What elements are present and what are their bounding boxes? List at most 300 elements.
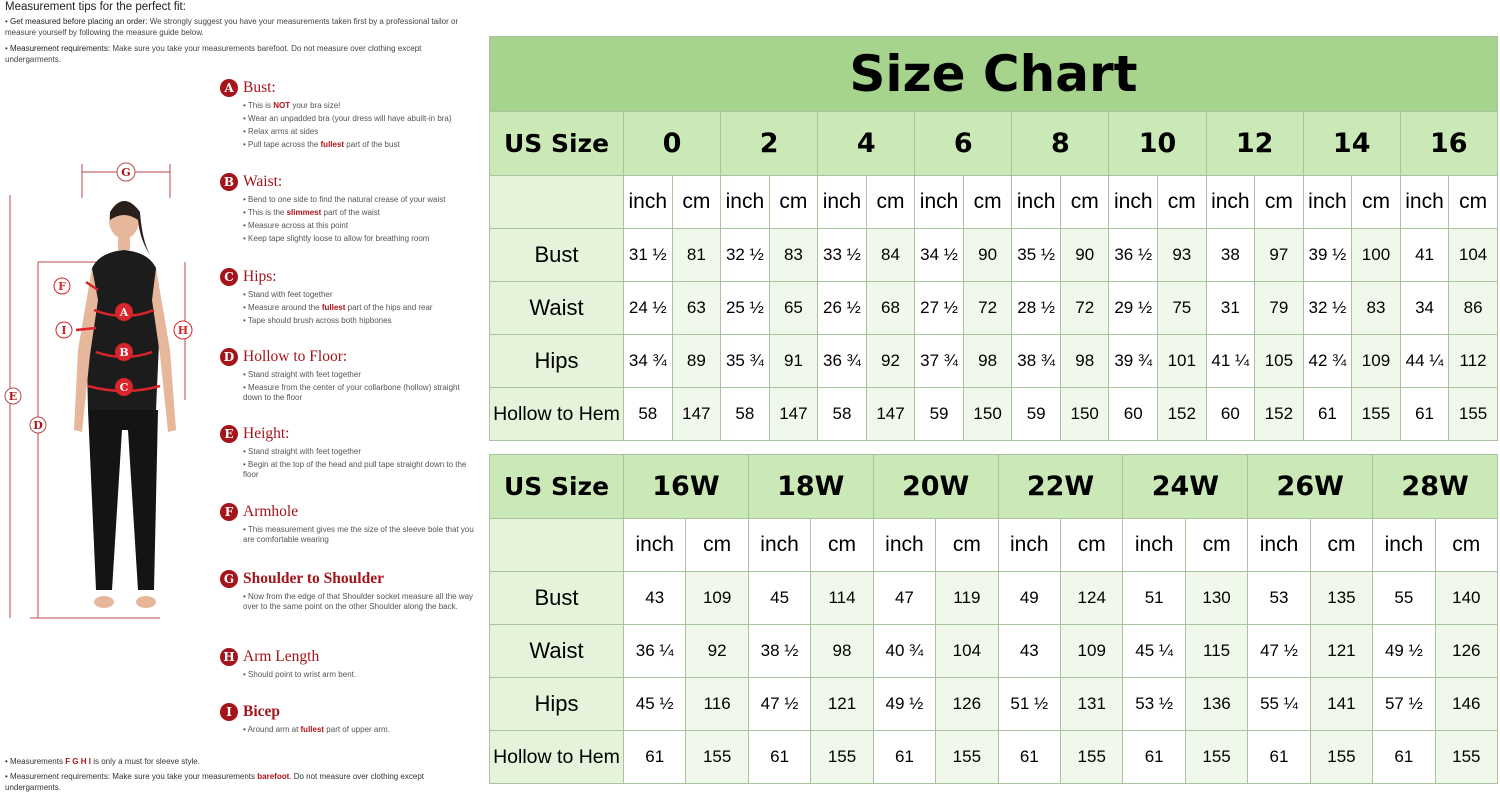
table-cell: 45 <box>748 572 810 625</box>
table-cell: 97 <box>1255 229 1304 282</box>
table-cell: 116 <box>686 678 748 731</box>
unit-inch: inch <box>1206 176 1255 229</box>
table-cell: 91 <box>769 335 818 388</box>
table-cell: 60 <box>1109 388 1158 441</box>
bullet-dot: • <box>243 383 249 392</box>
bullet-text: This measurement gives me the size of the sleeve bole that you are comfortable wearing <box>243 525 474 544</box>
size-header: 4 <box>818 112 915 176</box>
unit-cm: cm <box>686 519 748 572</box>
unit-inch: inch <box>1400 176 1449 229</box>
table-cell: 124 <box>1061 572 1123 625</box>
table-cell: 146 <box>1435 678 1497 731</box>
section-bullet <box>243 221 480 231</box>
table-cell: 109 <box>686 572 748 625</box>
table-cell: 147 <box>866 388 915 441</box>
size-chart-table-2 <box>489 454 1498 784</box>
table-cell: 72 <box>1060 282 1109 335</box>
size-header: 18W <box>748 455 873 519</box>
bullet-dot: • <box>243 316 248 325</box>
unit-cm: cm <box>1060 176 1109 229</box>
table-cell: 89 <box>672 335 721 388</box>
unit-inch: inch <box>748 519 810 572</box>
section-bullet <box>243 290 480 300</box>
table-cell: 59 <box>1012 388 1061 441</box>
table-cell: 28 ½ <box>1012 282 1061 335</box>
unit-inch: inch <box>1248 519 1310 572</box>
bullet-text: Wear an unpadded bra (your dress will have abuilt-in bra) <box>248 114 452 123</box>
table-cell: 98 <box>963 335 1012 388</box>
table-cell: 41 ¼ <box>1206 335 1255 388</box>
row-label: Hollow to Hem <box>490 731 624 784</box>
table-cell: 136 <box>1185 678 1247 731</box>
table-cell: 34 ¾ <box>624 335 673 388</box>
table-cell: 150 <box>963 388 1012 441</box>
bullet-dot: • <box>243 447 249 456</box>
table-cell: 61 <box>748 731 810 784</box>
section-header <box>220 702 480 722</box>
bullet-dot: • <box>243 140 249 149</box>
emphasis-text: NOT <box>273 101 291 110</box>
measurement-row <box>490 335 1498 388</box>
unit-cm: cm <box>1352 176 1401 229</box>
unit-cm: cm <box>811 519 873 572</box>
body-figure-illustration <box>0 150 215 630</box>
table-cell: 135 <box>1310 572 1372 625</box>
size-header: 0 <box>624 112 721 176</box>
bullet-dot: • <box>243 101 248 110</box>
unit-inch: inch <box>873 519 935 572</box>
section-bullet <box>243 234 480 244</box>
tips-title: Measurement tips for the perfect fit: <box>5 1 186 13</box>
table-cell: 61 <box>1248 731 1310 784</box>
section-letter-badge: I <box>220 703 238 721</box>
table-cell: 109 <box>1061 625 1123 678</box>
table-cell: 90 <box>1060 229 1109 282</box>
measurement-row <box>490 678 1498 731</box>
measurement-row <box>490 388 1498 441</box>
title-row <box>490 37 1498 112</box>
size-header: 20W <box>873 455 998 519</box>
size-header: 6 <box>915 112 1012 176</box>
chart-title: Size Chart <box>490 37 1498 112</box>
table-cell: 126 <box>1435 625 1497 678</box>
section-header <box>220 569 480 589</box>
section-bullet <box>243 383 480 403</box>
bullet-dot: • <box>243 370 249 379</box>
unit-inch: inch <box>1373 519 1435 572</box>
table-cell: 83 <box>1352 282 1401 335</box>
table-cell: 104 <box>1449 229 1498 282</box>
section-header <box>220 502 480 522</box>
bullet-text: Pull tape across the fullest part of the bust <box>248 140 400 149</box>
table-cell: 58 <box>721 388 770 441</box>
table-cell: 61 <box>1373 731 1435 784</box>
row-label: Bust <box>490 572 624 625</box>
table-cell: 55 ¼ <box>1248 678 1310 731</box>
table-cell: 47 <box>873 572 935 625</box>
emphasis-text: slimmest <box>286 208 322 217</box>
table-cell: 34 ½ <box>915 229 964 282</box>
section-letter-badge: D <box>220 348 238 366</box>
section-bullet <box>243 447 480 457</box>
size-header: 24W <box>1123 455 1248 519</box>
measurement-row <box>490 282 1498 335</box>
section-letter-badge: H <box>220 648 238 666</box>
bullet-dot: • <box>243 670 249 679</box>
section-e <box>220 424 480 480</box>
section-bullet <box>243 101 480 111</box>
table-cell: 101 <box>1158 335 1207 388</box>
section-bullet <box>243 114 480 124</box>
section-bullet <box>243 316 480 326</box>
size-header: 10 <box>1109 112 1206 176</box>
table-cell: 98 <box>811 625 873 678</box>
table-cell: 63 <box>672 282 721 335</box>
table-cell: 36 ½ <box>1109 229 1158 282</box>
table-cell: 31 <box>1206 282 1255 335</box>
table-cell: 81 <box>672 229 721 282</box>
table-cell: 155 <box>936 731 998 784</box>
table-cell: 57 ½ <box>1373 678 1435 731</box>
table-cell: 104 <box>936 625 998 678</box>
bullet-text: This is the slimmest part of the waist <box>247 208 380 217</box>
table-cell: 61 <box>998 731 1060 784</box>
unit-inch: inch <box>1109 176 1158 229</box>
table-cell: 152 <box>1158 388 1207 441</box>
table-cell: 121 <box>811 678 873 731</box>
table-cell: 42 ¾ <box>1303 335 1352 388</box>
table-cell: 49 ½ <box>1373 625 1435 678</box>
section-header <box>220 647 480 667</box>
bullet-dot: • <box>243 290 249 299</box>
table-cell: 33 ½ <box>818 229 867 282</box>
section-bullet <box>243 195 480 205</box>
section-bullet <box>243 725 480 735</box>
section-f <box>220 502 480 545</box>
unit-inch: inch <box>624 176 673 229</box>
us-size-label: US Size <box>490 455 624 519</box>
bullet-dot: • <box>243 303 249 312</box>
unit-cm: cm <box>866 176 915 229</box>
table-cell: 60 <box>1206 388 1255 441</box>
unit-inch: inch <box>1012 176 1061 229</box>
note-sleeve: • Measurements F G H I is only a must for sleeve style. <box>5 757 200 766</box>
section-d <box>220 347 480 403</box>
table-cell: 25 ½ <box>721 282 770 335</box>
table-cell: 109 <box>1352 335 1401 388</box>
table-cell: 35 ½ <box>1012 229 1061 282</box>
unit-cm: cm <box>1158 176 1207 229</box>
table-cell: 90 <box>963 229 1012 282</box>
table-cell: 75 <box>1158 282 1207 335</box>
table-cell: 61 <box>624 731 686 784</box>
table-cell: 83 <box>769 229 818 282</box>
unit-cm: cm <box>1449 176 1498 229</box>
table-cell: 26 ½ <box>818 282 867 335</box>
table-cell: 37 ¾ <box>915 335 964 388</box>
section-title: Armhole <box>243 503 299 520</box>
section-b <box>220 172 480 244</box>
section-g <box>220 569 480 612</box>
section-letter-badge: E <box>220 425 238 443</box>
table-cell: 155 <box>1310 731 1372 784</box>
table-cell: 100 <box>1352 229 1401 282</box>
bullet-dot: • <box>243 592 249 601</box>
bullet-text: Stand with feet together <box>248 290 333 299</box>
table-cell: 43 <box>998 625 1060 678</box>
table-cell: 58 <box>818 388 867 441</box>
figure-label-c: C <box>119 381 129 394</box>
table-cell: 39 ¾ <box>1109 335 1158 388</box>
table-cell: 65 <box>769 282 818 335</box>
bullet-text: Now from the edge of that Shoulder socket measure all the way over to the same point on the other Shoulder along the back. <box>243 592 474 611</box>
table-cell: 47 ½ <box>748 678 810 731</box>
bullet-dot: • <box>243 525 248 534</box>
emphasis-text: fullest <box>300 725 325 734</box>
table-cell: 51 <box>1123 572 1185 625</box>
section-title: Height: <box>243 425 290 442</box>
row-label: Waist <box>490 282 624 335</box>
table-cell: 36 ¼ <box>624 625 686 678</box>
table-cell: 112 <box>1449 335 1498 388</box>
table-cell: 53 ½ <box>1123 678 1185 731</box>
section-title: Bust: <box>243 79 276 96</box>
table-cell: 126 <box>936 678 998 731</box>
note-barefoot: • Measurement requirements: Make sure you take your measurements barefoot. Do not measure over clothing except undergarments. <box>5 772 425 792</box>
bullet-text: Measure from the center of your collarbone (hollow) straight down to the floor <box>243 383 460 402</box>
table-cell: 105 <box>1255 335 1304 388</box>
blank-cell <box>490 519 624 572</box>
bullet-text: This is NOT your bra size! <box>247 101 341 110</box>
bullet-text: Measure around the fullest part of the hips and rear <box>248 303 433 312</box>
size-chart-table-1 <box>489 36 1498 441</box>
table-cell: 119 <box>936 572 998 625</box>
size-header-row <box>490 112 1498 176</box>
table-cell: 155 <box>811 731 873 784</box>
section-title: Waist: <box>243 173 283 190</box>
section-letter-badge: G <box>220 570 238 588</box>
bullet-text: Stand straight with feet together <box>248 447 361 456</box>
unit-inch: inch <box>721 176 770 229</box>
figure-label-e: E <box>8 390 18 403</box>
unit-inch: inch <box>1123 519 1185 572</box>
table-cell: 155 <box>1435 731 1497 784</box>
measurement-row <box>490 625 1498 678</box>
table-cell: 155 <box>1061 731 1123 784</box>
section-header <box>220 424 480 444</box>
table-cell: 59 <box>915 388 964 441</box>
bullet-text: Stand straight with feet together <box>248 370 361 379</box>
unit-row <box>490 176 1498 229</box>
table-cell: 61 <box>1303 388 1352 441</box>
unit-inch: inch <box>818 176 867 229</box>
bullet-text: Bend to one side to find the natural crease of your waist <box>248 195 446 204</box>
table-cell: 121 <box>1310 625 1372 678</box>
section-title: Hollow to Floor: <box>243 348 348 365</box>
section-bullet <box>243 208 480 218</box>
section-letter-badge: B <box>220 173 238 191</box>
table-cell: 24 ½ <box>624 282 673 335</box>
measurement-row <box>490 572 1498 625</box>
us-size-label: US Size <box>490 112 624 176</box>
section-bullet <box>243 592 480 612</box>
size-header-row <box>490 455 1498 519</box>
figure-label-h: H <box>177 324 189 337</box>
table-cell: 84 <box>866 229 915 282</box>
unit-cm: cm <box>1061 519 1123 572</box>
table-cell: 141 <box>1310 678 1372 731</box>
table-cell: 61 <box>1123 731 1185 784</box>
table-cell: 155 <box>1449 388 1498 441</box>
figure-label-a: A <box>119 306 129 319</box>
table-cell: 43 <box>624 572 686 625</box>
table-cell: 72 <box>963 282 1012 335</box>
table-cell: 36 ¾ <box>818 335 867 388</box>
unit-cm: cm <box>936 519 998 572</box>
row-label: Bust <box>490 229 624 282</box>
unit-inch: inch <box>998 519 1060 572</box>
table-cell: 32 ½ <box>1303 282 1352 335</box>
table-cell: 38 <box>1206 229 1255 282</box>
table-cell: 155 <box>1185 731 1247 784</box>
table-cell: 93 <box>1158 229 1207 282</box>
section-bullet <box>243 303 480 313</box>
section-letter-badge: C <box>220 268 238 286</box>
bullet-text: Measure across at this point <box>248 221 349 230</box>
table-cell: 51 ½ <box>998 678 1060 731</box>
unit-row <box>490 519 1498 572</box>
table-cell: 35 ¾ <box>721 335 770 388</box>
section-bullet <box>243 370 480 380</box>
unit-cm: cm <box>672 176 721 229</box>
row-label: Hips <box>490 678 624 731</box>
table-cell: 98 <box>1060 335 1109 388</box>
figure-label-f: F <box>58 280 66 293</box>
bullet-text: Should point to wrist arm bent. <box>248 670 357 679</box>
table-cell: 140 <box>1435 572 1497 625</box>
table-cell: 131 <box>1061 678 1123 731</box>
unit-cm: cm <box>1255 176 1304 229</box>
size-header: 16W <box>624 455 749 519</box>
table-cell: 45 ¼ <box>1123 625 1185 678</box>
unit-cm: cm <box>1185 519 1247 572</box>
measurement-guide <box>0 0 486 795</box>
figure-label-b: B <box>119 346 129 359</box>
section-a <box>220 78 480 150</box>
bullet-dot: • <box>243 127 249 136</box>
table-cell: 147 <box>672 388 721 441</box>
figure-label-i: I <box>61 324 67 337</box>
section-bullet <box>243 460 480 480</box>
section-bullet <box>243 140 480 150</box>
size-header: 28W <box>1373 455 1498 519</box>
section-header <box>220 172 480 192</box>
bullet-dot: • <box>243 725 248 734</box>
table-cell: 147 <box>769 388 818 441</box>
tip-text: We strongly suggest you have your measurements taken first by a professional tailor or measure yourself by following the measure guide below. <box>5 17 459 37</box>
emphasis-text: fullest <box>321 303 346 312</box>
section-header <box>220 347 480 367</box>
figure-label-g: G <box>121 166 131 179</box>
table-cell: 44 ¼ <box>1400 335 1449 388</box>
section-bullet <box>243 525 480 545</box>
unit-cm: cm <box>769 176 818 229</box>
section-title: Hips: <box>243 268 277 285</box>
section-letter-badge: A <box>220 79 238 97</box>
section-i <box>220 702 480 735</box>
table-cell: 38 ½ <box>748 625 810 678</box>
measurement-row <box>490 731 1498 784</box>
blank-cell <box>490 176 624 229</box>
bullet-text: Keep tape slightly loose to allow for breathing room <box>248 234 430 243</box>
table-cell: 53 <box>1248 572 1310 625</box>
row-label: Waist <box>490 625 624 678</box>
bullet-dot: • <box>243 195 249 204</box>
unit-cm: cm <box>963 176 1012 229</box>
section-header <box>220 78 480 98</box>
bullet-dot: • <box>243 221 249 230</box>
emphasis-text: fullest <box>320 140 345 149</box>
table-cell: 152 <box>1255 388 1304 441</box>
bullet-text: Relax arms at sides <box>248 127 319 136</box>
section-title: Bicep <box>243 703 281 720</box>
table-cell: 92 <box>866 335 915 388</box>
table-cell: 155 <box>1352 388 1401 441</box>
table-cell: 155 <box>686 731 748 784</box>
table-cell: 150 <box>1060 388 1109 441</box>
unit-inch: inch <box>915 176 964 229</box>
table-cell: 68 <box>866 282 915 335</box>
table-cell: 58 <box>624 388 673 441</box>
table-cell: 61 <box>1400 388 1449 441</box>
tip-label: Measurement requirements: <box>10 44 111 53</box>
table-cell: 130 <box>1185 572 1247 625</box>
section-h <box>220 647 480 680</box>
section-letter-badge: F <box>220 503 238 521</box>
table-cell: 32 ½ <box>721 229 770 282</box>
table-cell: 49 <box>998 572 1060 625</box>
table-cell: 61 <box>873 731 935 784</box>
bullet-dot: • <box>243 208 248 217</box>
table-cell: 40 ¾ <box>873 625 935 678</box>
size-header: 26W <box>1248 455 1373 519</box>
unit-inch: inch <box>624 519 686 572</box>
section-title: Shoulder to Shoulder <box>243 570 384 587</box>
row-label: Hollow to Hem <box>490 388 624 441</box>
table-cell: 79 <box>1255 282 1304 335</box>
tip-get-measured: • Get measured before placing an order: We strongly suggest you have your measurements taken first by a professional tailor or measure yourself by following the measure guide below. <box>5 17 459 37</box>
table-cell: 38 ¾ <box>1012 335 1061 388</box>
table-cell: 115 <box>1185 625 1247 678</box>
table-cell: 34 <box>1400 282 1449 335</box>
size-header: 16 <box>1400 112 1497 176</box>
table-cell: 49 ½ <box>873 678 935 731</box>
tip-label: Get measured before placing an order: <box>10 17 148 26</box>
bullet-dot: • <box>243 114 249 123</box>
table-cell: 55 <box>1373 572 1435 625</box>
measurement-row <box>490 229 1498 282</box>
size-header: 2 <box>721 112 818 176</box>
table-cell: 27 ½ <box>915 282 964 335</box>
tip-requirements: • Measurement requirements: Make sure you take your measurements barefoot. Do not measure over clothing except undergarments. <box>5 44 422 64</box>
unit-cm: cm <box>1310 519 1372 572</box>
row-label: Hips <box>490 335 624 388</box>
bullet-text: Tape should brush across both hipbones <box>247 316 392 325</box>
unit-inch: inch <box>1303 176 1352 229</box>
table-cell: 31 ½ <box>624 229 673 282</box>
section-bullet <box>243 127 480 137</box>
size-header: 14 <box>1303 112 1400 176</box>
